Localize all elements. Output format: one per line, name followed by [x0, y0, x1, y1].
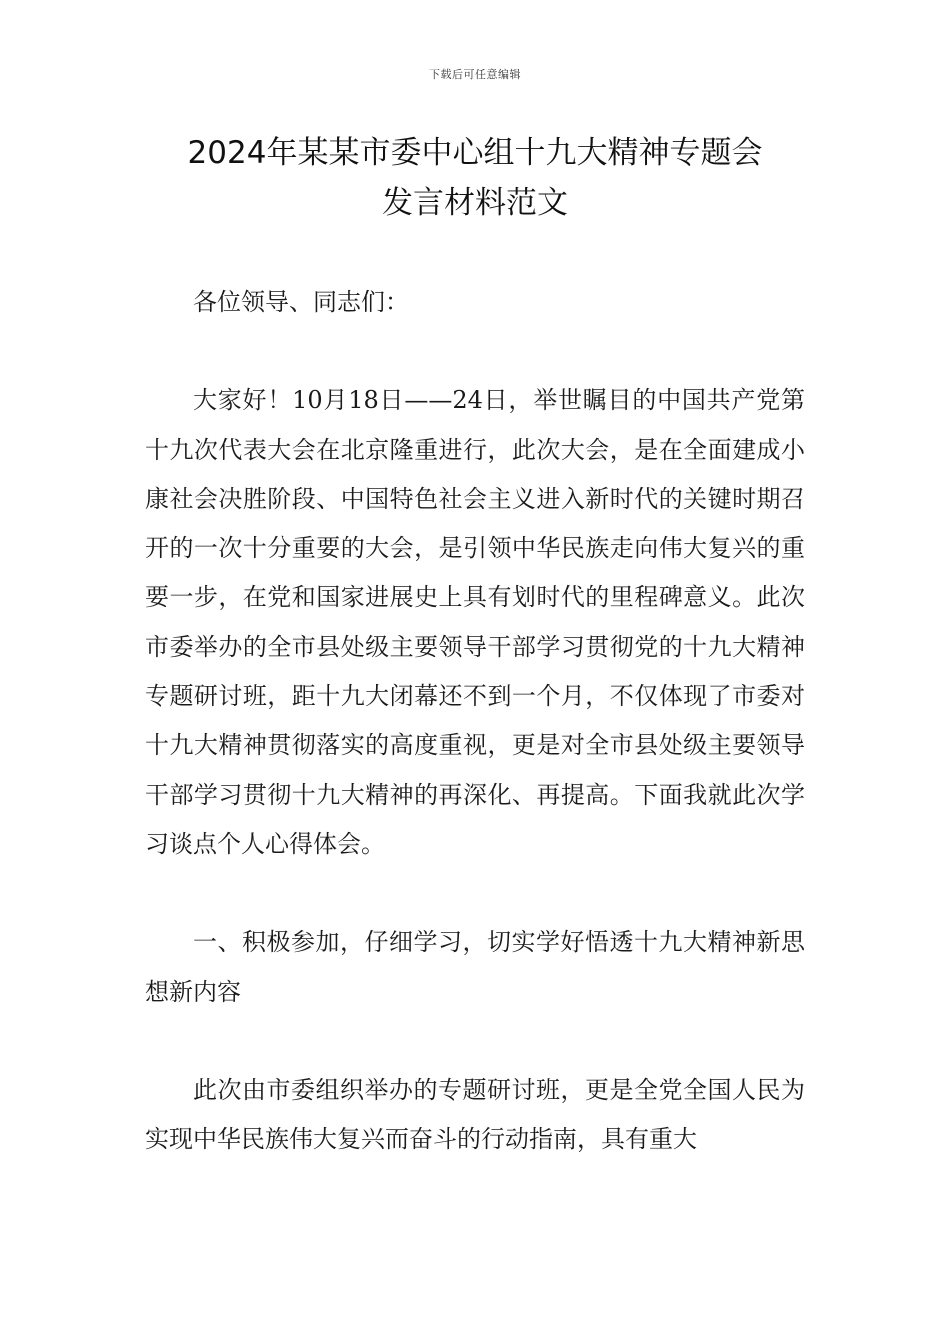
title-line-2: 发言材料范文: [382, 185, 568, 221]
paragraph-section-1: 此次由市委组织举办的专题研讨班，更是全党全国人民为实现中华民族伟大复兴而奋斗的行动指南，具有重大: [145, 1075, 805, 1154]
header-note: 下载后可任意编辑: [429, 68, 521, 81]
document-title: [120, 128, 830, 228]
greeting: 各位领导、同志们：: [193, 288, 409, 316]
paragraph-intro: 大家好！10月18日——24日，举世瞩目的中国共产党第十九次代表大会在北京隆重进行，此次大会，是在全面建成小康社会决胜阶段、中国特色社会主义进入新时代的关键时期召开的一次十分重要的大会，是引领中华民族走向伟大复兴的重要一步，在党和国家进展史上具有划时代的里程碑意义。此次市委举办的全市县处级主要领导干部学习贯彻党的十九大精神专题研讨班，距十九大闭幕还不到一个月，不仅体现了市委对十九大精神贯彻落实的高度重视，更是对全市县处级主要领导干部学习贯彻十九大精神的再深化、再提高。下面我就此次学习谈点个人心得体会。: [145, 386, 805, 858]
section-heading-1: 一、积极参加，仔细学习，切实学好悟透十九大精神新思想新内容: [145, 928, 805, 1006]
document-body: [145, 278, 805, 1213]
title-line-1: 2024年某某市委中心组十九大精神专题会: [187, 135, 763, 171]
